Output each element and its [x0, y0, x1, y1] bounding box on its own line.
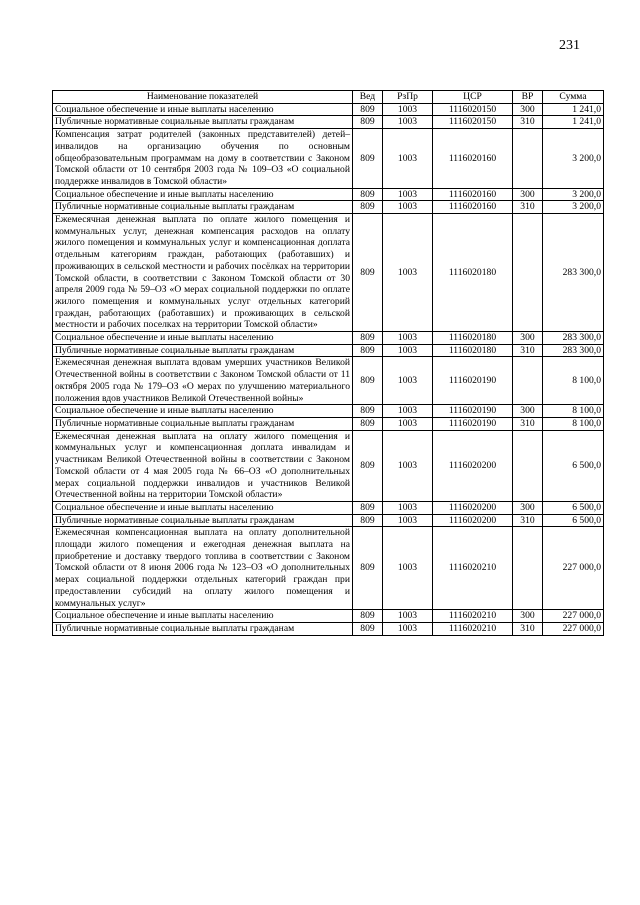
row-vr-cell: 310 — [513, 514, 543, 527]
table-row — [53, 514, 604, 527]
row-ved-cell: 809 — [353, 501, 383, 514]
row-csr-cell: 1116020150 — [433, 103, 513, 116]
row-rzpr-cell: 1003 — [383, 610, 433, 623]
row-csr-cell: 1116020150 — [433, 116, 513, 129]
row-ved-cell: 809 — [353, 610, 383, 623]
row-ved-cell: 809 — [353, 622, 383, 635]
row-vr-cell: 310 — [513, 344, 543, 357]
row-rzpr-cell: 1003 — [383, 622, 433, 635]
table-row — [53, 344, 604, 357]
row-ved-cell: 809 — [353, 188, 383, 201]
row-sum-cell: 227 000,0 — [543, 527, 604, 610]
row-rzpr-cell: 1003 — [383, 357, 433, 405]
row-sum-cell: 8 100,0 — [543, 405, 604, 418]
row-csr-cell: 1116020180 — [433, 214, 513, 332]
row-vr-cell: 300 — [513, 332, 543, 345]
row-name-cell: Социальное обеспечение и иные выплаты населению — [53, 610, 353, 623]
row-name-cell: Ежемесячная денежная выплата вдовам умерших участников Великой Отечественной войны в соответствии с Законом Томской области от 11 октября 2005 года № 179–ОЗ «О мерах по улучшению материального положения вдов участников Великой Отечественной войны» — [53, 357, 353, 405]
row-csr-cell: 1116020210 — [433, 610, 513, 623]
table-row — [53, 116, 604, 129]
row-name-cell: Социальное обеспечение и иные выплаты населению — [53, 103, 353, 116]
row-csr-cell: 1116020200 — [433, 501, 513, 514]
row-rzpr-cell: 1003 — [383, 188, 433, 201]
row-csr-cell: 1116020210 — [433, 622, 513, 635]
row-sum-cell: 227 000,0 — [543, 610, 604, 623]
table-row — [53, 622, 604, 635]
row-csr-cell: 1116020210 — [433, 527, 513, 610]
row-csr-cell: 1116020190 — [433, 405, 513, 418]
row-vr-cell — [513, 214, 543, 332]
row-rzpr-cell: 1003 — [383, 214, 433, 332]
row-ved-cell: 809 — [353, 430, 383, 501]
row-ved-cell: 809 — [353, 527, 383, 610]
row-sum-cell: 6 500,0 — [543, 514, 604, 527]
table-row — [53, 610, 604, 623]
row-ved-cell: 809 — [353, 214, 383, 332]
row-name-cell: Публичные нормативные социальные выплаты гражданам — [53, 344, 353, 357]
table-row — [53, 357, 604, 405]
table-row — [53, 201, 604, 214]
row-sum-cell: 8 100,0 — [543, 357, 604, 405]
row-vr-cell: 310 — [513, 622, 543, 635]
row-name-cell: Публичные нормативные социальные выплаты гражданам — [53, 201, 353, 214]
header-ved: Вед — [353, 91, 383, 104]
row-csr-cell: 1116020180 — [433, 332, 513, 345]
row-rzpr-cell: 1003 — [383, 430, 433, 501]
row-name-cell: Публичные нормативные социальные выплаты гражданам — [53, 514, 353, 527]
row-rzpr-cell: 1003 — [383, 116, 433, 129]
row-sum-cell: 6 500,0 — [543, 430, 604, 501]
row-rzpr-cell: 1003 — [383, 103, 433, 116]
row-csr-cell: 1116020190 — [433, 357, 513, 405]
row-sum-cell: 227 000,0 — [543, 622, 604, 635]
row-vr-cell: 300 — [513, 610, 543, 623]
row-sum-cell: 1 241,0 — [543, 103, 604, 116]
row-rzpr-cell: 1003 — [383, 501, 433, 514]
row-vr-cell — [513, 129, 543, 189]
row-ved-cell: 809 — [353, 332, 383, 345]
page-number: 231 — [559, 38, 580, 53]
row-sum-cell: 1 241,0 — [543, 116, 604, 129]
row-rzpr-cell: 1003 — [383, 514, 433, 527]
row-sum-cell: 283 300,0 — [543, 214, 604, 332]
row-ved-cell: 809 — [353, 514, 383, 527]
row-name-cell: Ежемесячная денежная выплата по оплате жилого помещения и коммунальных услуг, денежная компенсация расходов на оплату жилого помещения и коммунальных услуг и компенсационная доплата отдельным категориям граждан, работающих (работавших) и проживающих в сельской местности и рабочих посёлках на территории Томской области, в соответствии с Законом Томской области от 30 апреля 2009 года № 59–ОЗ «О мерах социальной поддержки по оплате жилого помещения и коммунальных услуг отдельных категорий граждан, работающих (работавших) и проживающих в сельской местности и рабочих поселках на территории Томской области» — [53, 214, 353, 332]
table-row — [53, 129, 604, 189]
row-rzpr-cell: 1003 — [383, 344, 433, 357]
row-name-cell: Публичные нормативные социальные выплаты гражданам — [53, 622, 353, 635]
row-name-cell: Социальное обеспечение и иные выплаты населению — [53, 501, 353, 514]
row-name-cell: Социальное обеспечение и иные выплаты населению — [53, 405, 353, 418]
table-row — [53, 417, 604, 430]
row-csr-cell: 1116020200 — [433, 430, 513, 501]
row-rzpr-cell: 1003 — [383, 527, 433, 610]
row-name-cell: Публичные нормативные социальные выплаты гражданам — [53, 116, 353, 129]
header-name: Наименование показателей — [53, 91, 353, 104]
row-rzpr-cell: 1003 — [383, 417, 433, 430]
table-header-row — [53, 91, 604, 104]
row-ved-cell: 809 — [353, 417, 383, 430]
row-vr-cell: 300 — [513, 501, 543, 514]
row-csr-cell: 1116020200 — [433, 514, 513, 527]
row-vr-cell: 300 — [513, 405, 543, 418]
row-name-cell: Социальное обеспечение и иные выплаты населению — [53, 332, 353, 345]
header-csr: ЦСР — [433, 91, 513, 104]
row-rzpr-cell: 1003 — [383, 332, 433, 345]
row-vr-cell: 300 — [513, 103, 543, 116]
budget-table — [52, 90, 604, 636]
row-ved-cell: 809 — [353, 357, 383, 405]
row-sum-cell: 3 200,0 — [543, 201, 604, 214]
row-vr-cell: 310 — [513, 116, 543, 129]
row-rzpr-cell: 1003 — [383, 201, 433, 214]
row-sum-cell: 6 500,0 — [543, 501, 604, 514]
row-sum-cell: 8 100,0 — [543, 417, 604, 430]
table-row — [53, 332, 604, 345]
row-csr-cell: 1116020180 — [433, 344, 513, 357]
row-ved-cell: 809 — [353, 344, 383, 357]
row-vr-cell — [513, 357, 543, 405]
row-name-cell: Публичные нормативные социальные выплаты гражданам — [53, 417, 353, 430]
row-name-cell: Ежемесячная компенсационная выплата на оплату дополнительной площади жилого помещения и ежегодная денежная выплата на приобретение и доставку твердого топлива в соответствии с Законом Томской области от 8 июня 2006 года № 123–ОЗ «О дополнительных мерах социальной поддержки отдельных категорий граждан при предоставлении субсидий на оплату жилого помещения и коммунальных услуг» — [53, 527, 353, 610]
table-row — [53, 103, 604, 116]
table-row — [53, 430, 604, 501]
row-name-cell: Ежемесячная денежная выплата на оплату жилого помещения и коммунальных услуг и компенсационная доплата инвалидам и участникам Великой Отечественной войны в соответствии с Законом Томской области от 4 мая 2005 года № 66–ОЗ «О дополнительных мерах социальной поддержки инвалидов и участников Великой Отечественной войны на территории Томской области» — [53, 430, 353, 501]
row-csr-cell: 1116020190 — [433, 417, 513, 430]
row-sum-cell: 283 300,0 — [543, 344, 604, 357]
row-ved-cell: 809 — [353, 116, 383, 129]
row-ved-cell: 809 — [353, 103, 383, 116]
row-sum-cell: 3 200,0 — [543, 188, 604, 201]
row-rzpr-cell: 1003 — [383, 405, 433, 418]
header-rzpr: РзПр — [383, 91, 433, 104]
row-ved-cell: 809 — [353, 201, 383, 214]
row-vr-cell: 300 — [513, 188, 543, 201]
row-vr-cell — [513, 430, 543, 501]
row-vr-cell: 310 — [513, 417, 543, 430]
table-row — [53, 214, 604, 332]
table-row — [53, 501, 604, 514]
row-csr-cell: 1116020160 — [433, 188, 513, 201]
header-vr: ВР — [513, 91, 543, 104]
row-name-cell: Социальное обеспечение и иные выплаты населению — [53, 188, 353, 201]
row-vr-cell — [513, 527, 543, 610]
header-sum: Сумма — [543, 91, 604, 104]
row-vr-cell: 310 — [513, 201, 543, 214]
row-sum-cell: 3 200,0 — [543, 129, 604, 189]
table-row — [53, 527, 604, 610]
table-row — [53, 188, 604, 201]
row-csr-cell: 1116020160 — [433, 129, 513, 189]
row-rzpr-cell: 1003 — [383, 129, 433, 189]
row-sum-cell: 283 300,0 — [543, 332, 604, 345]
row-csr-cell: 1116020160 — [433, 201, 513, 214]
row-ved-cell: 809 — [353, 405, 383, 418]
row-ved-cell: 809 — [353, 129, 383, 189]
row-name-cell: Компенсация затрат родителей (законных представителей) детей–инвалидов на организацию обучения по основным общеобразовательным программам на дому в соответствии с Законом Томской области от 10 сентября 2003 года № 109–ОЗ «О социальной поддержке инвалидов в Томской области» — [53, 129, 353, 189]
table-row — [53, 405, 604, 418]
